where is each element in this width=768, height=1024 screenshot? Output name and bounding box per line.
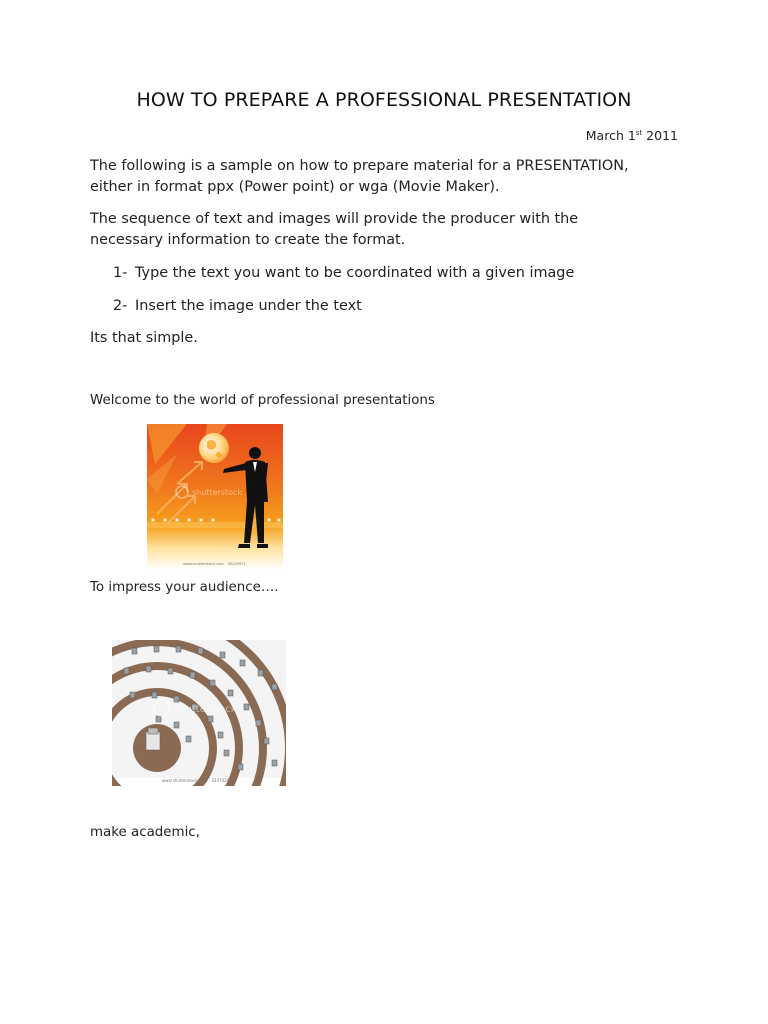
- sequence-line-1: The sequence of text and images will provide the producer with the: [90, 211, 579, 227]
- intro-paragraph: [90, 156, 690, 198]
- intro-line-2: either in format ppx (Power point) or wga (Movie Maker).: [90, 179, 500, 195]
- step-number-2: 2-: [113, 298, 128, 314]
- caption-impress: To impress your audience….: [90, 580, 279, 595]
- document-date: [586, 128, 678, 143]
- conference-hall-image: [112, 640, 286, 786]
- document-title: HOW TO PREPARE A PROFESSIONAL PRESENTATION: [136, 89, 632, 111]
- intro-line-1: The following is a sample on how to prepare material for a PRESENTATION,: [90, 158, 629, 174]
- caption-academic: make academic,: [90, 825, 200, 840]
- date-year: 2011: [642, 128, 678, 143]
- step-text-2: Insert the image under the text: [135, 298, 362, 314]
- sequence-line-2: necessary information to create the format.: [90, 232, 406, 248]
- step-number-1: 1-: [113, 265, 128, 281]
- date-month-day: March 1: [585, 128, 636, 143]
- date-suffix: st: [635, 129, 643, 137]
- caption-welcome: Welcome to the world of professional presentations: [90, 393, 435, 408]
- step-item-2: [113, 296, 362, 316]
- businessman-globe-illustration-icon: [147, 424, 283, 570]
- image2-watermark: shutterstock: [174, 704, 237, 715]
- sequence-paragraph: [90, 209, 690, 251]
- businessman-globe-image: [147, 424, 283, 570]
- circular-conference-hall-illustration-icon: [112, 640, 286, 786]
- image1-watermark: shutterstock: [192, 488, 243, 497]
- image2-footer: www.shutterstock.com · 3347024: [162, 778, 230, 783]
- step-item-1: [113, 263, 574, 283]
- step-text-1: Type the text you want to be coordinated with a given image: [135, 265, 575, 281]
- image1-footer: www.shutterstock.com · 36109972: [183, 562, 246, 566]
- closing-line: Its that simple.: [90, 330, 198, 346]
